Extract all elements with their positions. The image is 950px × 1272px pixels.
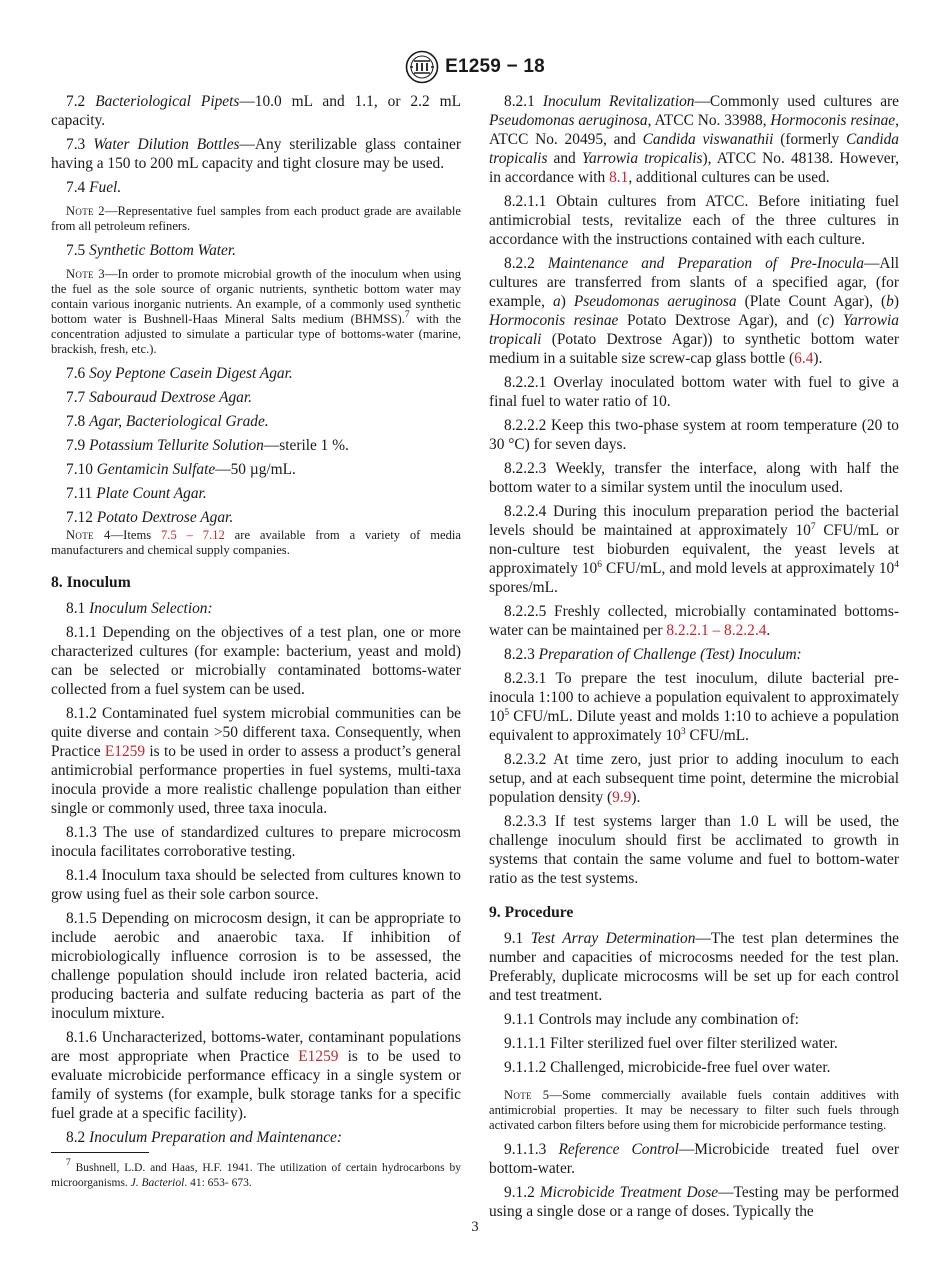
section-9-1: 9.1 Test Array Determination—The test plan determines the number and capacities of microcosms needed for the test plan. Preferably, duplicate microcosms will be set up for each control and test treatment. <box>489 930 899 1004</box>
section-8-2-3-1: 8.2.3.1 To prepare the test inoculum, dilute bacterial pre-inocula 1:100 to achieve a population equivalent to approximately $10^5$ CFU/mL. Dilute yeast and molds 1:10 to achieve a population equivalent to approximately $10^3$ CFU/mL. <box>489 670 899 744</box>
section-9-1-1-2: 9.1.1.2 Challenged, microbicide-free fuel over water. <box>504 1059 831 1076</box>
section-8-1-2: 8.1.2 Contaminated fuel system microbial communities can be quite diverse and contain >50 different taxa. Consequently, when Practice E1259 is to be used in order to assess a product’s general antimicrobial performance properties in fuel systems, multi-taxa inocula provide a more realistic challenge population than either single or commonly used, three taxa inocula. <box>51 705 461 817</box>
section-8-2-1: 8.2.1 Inoculum Revitalization—Commonly used cultures are Pseudomonas aeruginosa, ATCC No. 33988, Hormoconis resinae, ATCC No. 20495, and Candida viswanathii (formerly Candida tropicalis and Yarrowia tropicalis), ATCC No. 48138. However, in accordance with 8.1, additional cultures can be used. <box>489 93 900 186</box>
section-7-12: 7.12 Potato Dextrose Agar. <box>66 509 234 526</box>
section-heading-8: 8. Inoculum <box>51 574 131 591</box>
section-7-10: 7.10 Gentamicin Sulfate—50 µg/mL. <box>66 461 296 478</box>
footnote-divider <box>51 1152 149 1153</box>
section-9-1-2: 9.1.2 Microbicide Treatment Dose—Testing may be performed using a single dose or a range of doses. Typically the <box>489 1184 899 1220</box>
section-8-2-3-2: 8.2.3.2 At time zero, just prior to adding inoculum to each setup, and at each subsequent time point, determine the microbial population density (9.9). <box>489 751 899 806</box>
section-7-11: 7.11 Plate Count Agar. <box>66 485 207 502</box>
section-8-1-5: 8.1.5 Depending on microcosm design, it can be appropriate to include aerobic and anaerobic taxa. If inhibition of microbiologically influence corrosion is to be assessed, the challenge population should include iron related bacteria, acid producing bacteria and sulfate reducing bacteria as part of the inoculum mixture. <box>51 910 461 1022</box>
note-2: Note 2—Representative fuel samples from each product grade are available from all petroleum refiners. <box>51 204 461 233</box>
section-9-1-1-1: 9.1.1.1 Filter sterilized fuel over filter sterilized water. <box>504 1035 838 1052</box>
standard-designation: E1259 − 18 <box>445 56 545 77</box>
section-8-2-3: 8.2.3 Preparation of Challenge (Test) Inoculum: <box>504 646 802 663</box>
left-column <box>51 92 461 1152</box>
section-8-1-1: 8.1.1 Depending on the objectives of a test plan, one or more characterized cultures (for example: bacterium, yeast and mold) can be selected or microbially contaminated bottoms-water collected from a fuel system can be used. <box>51 624 461 698</box>
section-7-5: 7.5 Synthetic Bottom Water. <box>66 242 237 259</box>
section-8-1: 8.1 Inoculum Selection: <box>66 600 213 617</box>
cross-reference-link[interactable]: 9.9 <box>612 789 632 806</box>
footnote-7: $^7$ Bushnell, L.D. and Haas, H.F. 1941. The utilization of certain hydrocarbons by microorganisms. J. Bacteriol. 41: 653- 673. <box>51 1158 461 1189</box>
section-8-1-3: 8.1.3 The use of standardized cultures to prepare microcosm inocula facilitates corroborative testing. <box>51 824 461 860</box>
page-number: 3 <box>471 1219 479 1235</box>
section-8-2-2-3: 8.2.2.3 Weekly, transfer the interface, along with half the bottom water to a similar system until the inoculum used. <box>489 460 899 496</box>
section-7-7: 7.7 Sabouraud Dextrose Agar. <box>66 389 252 406</box>
section-8-2-2-1: 8.2.2.1 Overlay inoculated bottom water with fuel to give a final fuel to water ratio of 10. <box>489 374 899 410</box>
footnote-ref[interactable]: 7 <box>404 310 410 320</box>
note-3: Note 3—In order to promote microbial growth of the inoculum when using the fuel as the sole source of organic nutrients, synthetic bottom water may contain various inorganic nutrients. An example, of a commonly used synthetic bottom water is Bushnell-Haas Mineral Salts medium (BHMSS).$^7$ with the concentration adjusted to simulate a particular type of bottoms-water (marine, brackish, fresh, etc.). <box>51 267 461 356</box>
cross-reference-link[interactable]: 8.1 <box>609 169 629 186</box>
cross-reference-link[interactable]: 7.5 – 7.12 <box>161 528 225 542</box>
section-8-1-6: 8.1.6 Uncharacterized, bottoms-water, contaminant populations are most appropriate when Practice E1259 is to be used to evaluate microbicide performance efficacy in a single system or family of systems (for example, bulk storage tanks for a specific fuel grade at a specific facility). <box>51 1029 461 1122</box>
practice-link[interactable]: E1259 <box>104 743 146 760</box>
note-5: Note 5—Some commercially available fuels contain additives with antimicrobial properties. It may be necessary to filter such fuels through activated carbon filters before using them for microbicide performance testing. <box>489 1088 899 1132</box>
section-8-1-4: 8.1.4 Inoculum taxa should be selected from cultures known to grow using fuel as their sole carbon source. <box>51 867 461 903</box>
section-7-8: 7.8 Agar, Bacteriological Grade. <box>66 413 269 430</box>
section-7-2: 7.2 Bacteriological Pipets—10.0 mL and 1.1, or 2.2 mL capacity. <box>51 93 461 129</box>
section-9-1-1-3: 9.1.1.3 Reference Control—Microbicide treated fuel over bottom-water. <box>489 1141 900 1177</box>
section-8-2-3-3: 8.2.3.3 If test systems larger than 1.0 L will be used, the challenge inoculum should first be acclimated to growth in systems that contain the same volume and fuel to bottom-water ratio as the test systems. <box>489 813 899 887</box>
section-7-6: 7.6 Soy Peptone Casein Digest Agar. <box>66 365 293 382</box>
astm-logo-icon <box>405 50 439 84</box>
right-column <box>489 92 899 1226</box>
practice-link[interactable]: E1259 <box>298 1048 339 1065</box>
cross-reference-link[interactable]: 6.4 <box>794 350 814 367</box>
section-heading-9: 9. Procedure <box>489 904 574 921</box>
section-8-2-2-2: 8.2.2.2 Keep this two-phase system at room temperature (20 to 30 °C) for seven days. <box>489 417 899 453</box>
section-7-4: 7.4 Fuel. <box>66 179 122 196</box>
page-header <box>0 50 950 89</box>
section-9-1-1: 9.1.1 Controls may include any combination of: <box>504 1011 799 1028</box>
section-8-2-2-5: 8.2.2.5 Freshly collected, microbially contaminated bottoms-water can be maintained per 8.2.2.1 – 8.2.2.4. <box>489 603 899 639</box>
section-8-2: 8.2 Inoculum Preparation and Maintenance: <box>66 1129 343 1146</box>
section-8-2-2-4: 8.2.2.4 During this inoculum preparation period the bacterial levels should be maintained at approximately $10^7$ CFU/mL or non-culture test bioburden equivalent, the yeast levels at approximately $10^6$ CFU/mL, and mold levels at approximately $10^4$ spores/mL. <box>489 503 899 596</box>
cross-reference-link[interactable]: 8.2.2.1 – 8.2.2.4 <box>666 622 767 639</box>
section-8-2-1-1: 8.2.1.1 Obtain cultures from ATCC. Before initiating fuel antimicrobial tests, revitalize each of the three cultures in accordance with the instructions contained with each culture. <box>489 193 899 248</box>
section-7-3: 7.3 Water Dilution Bottles—Any sterilizable glass container having a 150 to 200 mL capacity and tight closure may be used. <box>51 136 461 172</box>
section-7-9: 7.9 Potassium Tellurite Solution—sterile 1 %. <box>66 437 349 454</box>
section-8-2-2: 8.2.2 Maintenance and Preparation of Pre-Inocula—All cultures are transferred from slants of a specified agar, (for example, a) Pseudomonas aeruginosa (Plate Count Agar), (b) Hormoconis resinae Potato Dextrose Agar), and (c) Yarrowia tropicali (Potato Dextrose Agar)) to synthetic bottom water medium in a suitable size screw-cap glass bottle (6.4). <box>489 255 899 367</box>
note-4: Note 4—Items 7.5 – 7.12 are available from a variety of media manufacturers and chemical supply companies. <box>51 528 461 557</box>
